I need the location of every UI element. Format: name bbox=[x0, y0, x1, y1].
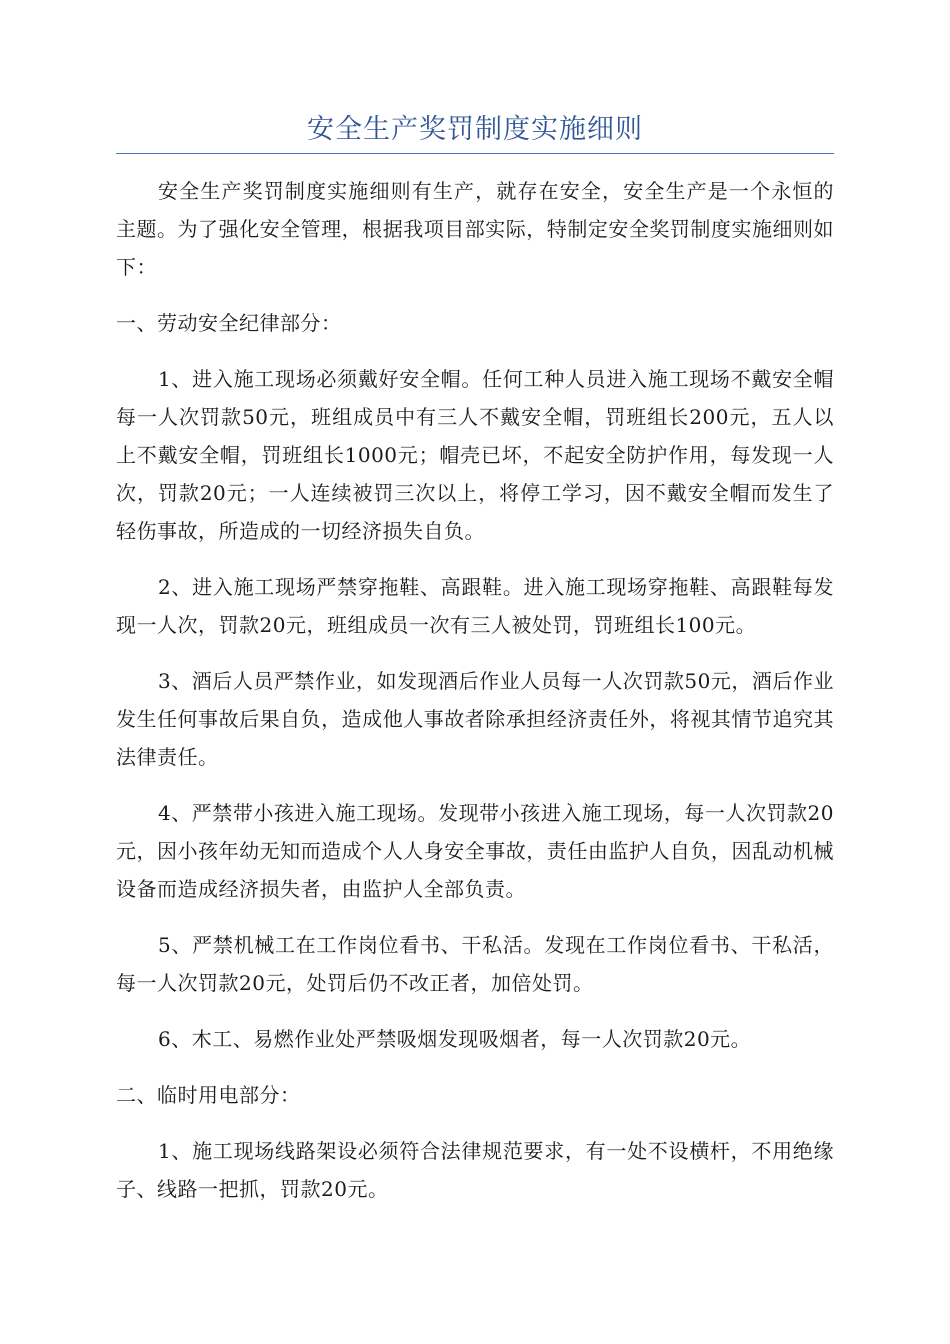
section-heading-temporary-power: 二、临时用电部分： bbox=[116, 1083, 301, 1107]
rule-paragraph: 5、严禁机械工在工作岗位看书、干私活。发现在工作岗位看书、干私活，每一人次罚款20元，处罚后仍不改正者，加倍处罚。 bbox=[116, 933, 834, 995]
document-title: 安全生产奖罚制度实施细则 bbox=[307, 114, 643, 145]
rule-paragraph: 2、进入施工现场严禁穿拖鞋、高跟鞋。进入施工现场穿拖鞋、高跟鞋每发现一人次，罚款20元，班组成员一次有三人被处罚，罚班组长100元。 bbox=[116, 575, 834, 637]
title-underline bbox=[116, 153, 834, 154]
rule-paragraph: 4、严禁带小孩进入施工现场。发现带小孩进入施工现场，每一人次罚款20元，因小孩年幼无知而造成个人人身安全事故，责任由监护人自负，因乱动机械设备而造成经济损失者，由监护人全部负责。 bbox=[116, 801, 834, 901]
rule-paragraph: 3、酒后人员严禁作业，如发现酒后作业人员每一人次罚款50元，酒后作业发生任何事故后果自负，造成他人事故者除承担经济责任外，将视其情节追究其法律责任。 bbox=[116, 669, 834, 769]
rule-paragraph: 6、木工、易燃作业处严禁吸烟发现吸烟者，每一人次罚款20元。 bbox=[158, 1027, 752, 1051]
section-heading-labor-discipline: 一、劳动安全纪律部分： bbox=[116, 311, 342, 335]
intro-paragraph: 安全生产奖罚制度实施细则有生产，就存在安全，安全生产是一个永恒的主题。为了强化安全管理，根据我项目部实际，特制定安全奖罚制度实施细则如下： bbox=[116, 179, 834, 279]
document-body bbox=[116, 172, 834, 1226]
rule-paragraph: 1、施工现场线路架设必须符合法律规范要求，有一处不设横杆，不用绝缘子、线路一把抓，罚款20元。 bbox=[116, 1139, 834, 1201]
rule-paragraph: 1、进入施工现场必须戴好安全帽。任何工种人员进入施工现场不戴安全帽每一人次罚款50元，班组成员中有三人不戴安全帽，罚班组长200元，五人以上不戴安全帽，罚班组长1000元；帽壳已坏，不起安全防护作用，每发现一人次，罚款20元；一人连续被罚三次以上，将停工学习，因不戴安全帽而发生了轻伤事故，所造成的一切经济损失自负。 bbox=[116, 367, 834, 543]
